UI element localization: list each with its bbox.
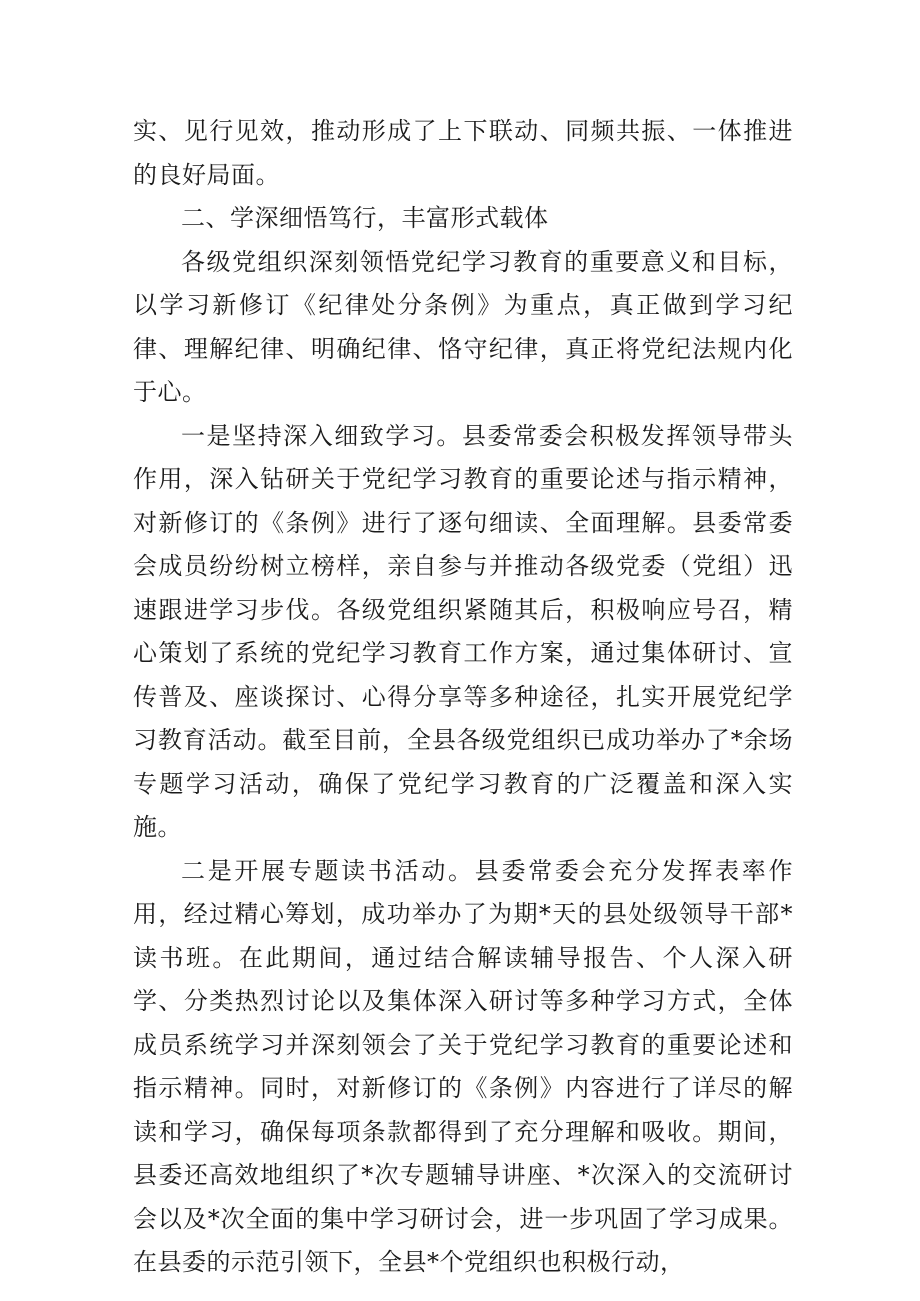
paragraph-intro: 各级党组织深刻领悟党纪学习教育的重要意义和目标，以学习新修订《纪律处分条例》为重点，真正做到学习纪律、理解纪律、明确纪律、恪守纪律，真正将党纪法规内化于心。 <box>133 247 793 406</box>
paragraph-point-two: 二是开展专题读书活动。县委常委会充分发挥表率作用，经过精心筹划，成功举办了为期*天的县处级领导干部*读书班。在此期间，通过结合解读辅导报告、个人深入研学、分类热烈讨论以及集体深入研讨等多种学习方式，全体成员系统学习并深刻领会了关于党纪学习教育的重要论述和指示精神。同时，对新修订的《条例》内容进行了详尽的解读和学习，确保每项条款都得到了充分理解和吸收。期间，县委还高效地组织了*次专题辅导讲座、*次深入的交流研讨会以及*次全面的集中学习研讨会，进一步巩固了学习成果。在县委的示范引领下，全县*个党组织也积极行动， <box>133 856 793 1276</box>
section-heading: 二、学深细悟笃行，丰富形式载体 <box>181 204 549 232</box>
document-body <box>133 110 793 1285</box>
paragraph-point-one: 一是坚持深入细致学习。县委常委会积极发挥领导带头作用，深入钻研关于党纪学习教育的重要论述与指示精神，对新修订的《条例》进行了逐句细读、全面理解。县委常委会成员纷纷树立榜样，亲自参与并推动各级党委（党组）迅速跟进学习步伐。各级党组织紧随其后，积极响应号召，精心策划了系统的党纪学习教育工作方案，通过集体研讨、宣传普及、座谈探讨、心得分享等多种途径，扎实开展党纪学习教育活动。截至目前，全县各级党组织已成功举办了*余场专题学习活动，确保了党纪学习教育的广泛覆盖和深入实施。 <box>133 421 793 841</box>
paragraph-continuation: 实、见行见效，推动形成了上下联动、同频共振、一体推进的良好局面。 <box>133 117 793 189</box>
